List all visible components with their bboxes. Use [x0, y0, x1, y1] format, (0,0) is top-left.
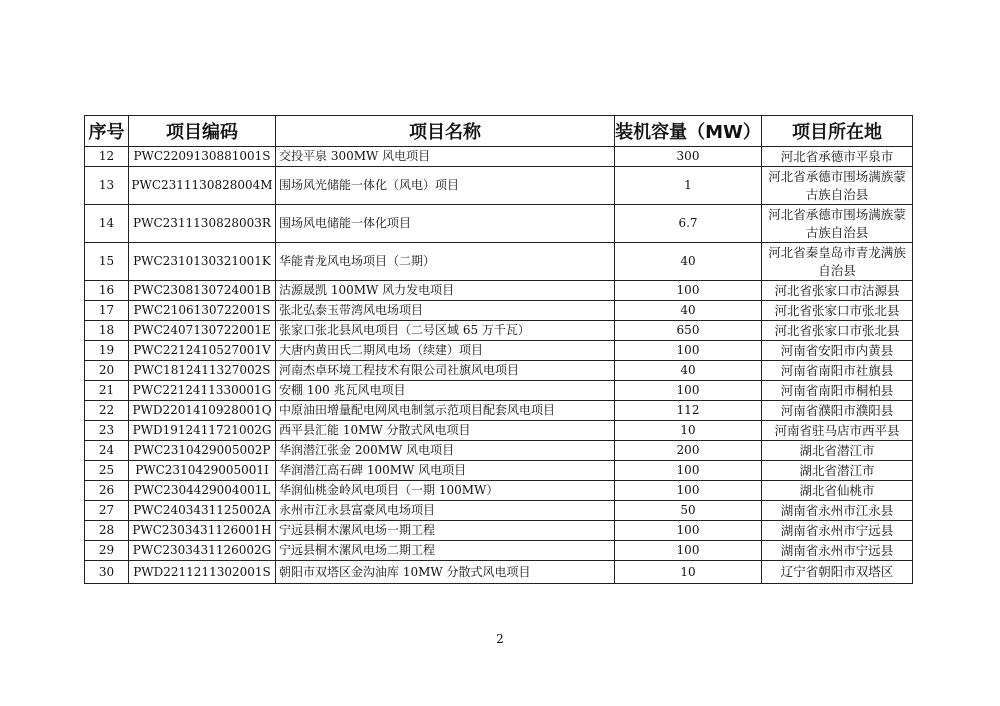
cell-number: 25	[85, 461, 129, 481]
cell-capacity: 40	[615, 243, 762, 281]
cell-number: 15	[85, 243, 129, 281]
cell-location: 河北省承德市围场满族蒙古族自治县	[762, 167, 913, 205]
cell-code: PWD2211211302001S	[129, 561, 276, 584]
cell-number: 29	[85, 541, 129, 561]
cell-name: 宁远县桐木漯风电场二期工程	[276, 541, 615, 561]
cell-number: 27	[85, 501, 129, 521]
cell-name: 河南杰卓环境工程技术有限公司社旗风电项目	[276, 361, 615, 381]
cell-capacity: 100	[615, 461, 762, 481]
cell-capacity: 100	[615, 541, 762, 561]
cell-number: 24	[85, 441, 129, 461]
page-number: 2	[496, 632, 504, 646]
cell-name: 朝阳市双塔区金沟油库 10MW 分散式风电项目	[276, 561, 615, 584]
cell-location: 河南省驻马店市西平县	[762, 421, 913, 441]
cell-number: 19	[85, 341, 129, 361]
cell-location: 河南省南阳市社旗县	[762, 361, 913, 381]
cell-code: PWC2304429004001L	[129, 481, 276, 501]
table-row	[85, 401, 913, 421]
cell-number: 26	[85, 481, 129, 501]
cell-name: 张北弘泰玉带湾风电场项目	[276, 301, 615, 321]
cell-number: 30	[85, 561, 129, 584]
cell-code: PWC2311130828003R	[129, 205, 276, 243]
cell-location: 河北省张家口市张北县	[762, 321, 913, 341]
header-number: 序号	[85, 116, 129, 147]
table-row	[85, 321, 913, 341]
cell-location: 河南省濮阳市濮阳县	[762, 401, 913, 421]
cell-name: 中原油田增量配电网风电制氢示范项目配套风电项目	[276, 401, 615, 421]
cell-location: 湖北省潜江市	[762, 441, 913, 461]
cell-location: 河北省秦皇岛市青龙满族自治县	[762, 243, 913, 281]
cell-number: 23	[85, 421, 129, 441]
table-row	[85, 341, 913, 361]
table-row	[85, 461, 913, 481]
cell-number: 20	[85, 361, 129, 381]
cell-name: 华润仙桃金岭风电项目（一期 100MW）	[276, 481, 615, 501]
cell-location: 河南省南阳市桐柏县	[762, 381, 913, 401]
table-row	[85, 205, 913, 243]
project-table	[84, 115, 913, 584]
cell-name: 围场风电储能一体化项目	[276, 205, 615, 243]
table-row	[85, 301, 913, 321]
cell-name: 交投平泉 300MW 风电项目	[276, 147, 615, 167]
cell-name: 安棚 100 兆瓦风电项目	[276, 381, 615, 401]
cell-name: 大唐内黄田氏二期风电场（续建）项目	[276, 341, 615, 361]
cell-code: PWC2212410527001V	[129, 341, 276, 361]
table-row	[85, 243, 913, 281]
cell-number: 18	[85, 321, 129, 341]
cell-location: 河北省承德市围场满族蒙古族自治县	[762, 205, 913, 243]
cell-name: 永州市江永县富豪风电场项目	[276, 501, 615, 521]
cell-capacity: 650	[615, 321, 762, 341]
cell-code: PWC2303431126002G	[129, 541, 276, 561]
header-location: 项目所在地	[762, 116, 913, 147]
cell-capacity: 100	[615, 481, 762, 501]
table-row	[85, 281, 913, 301]
cell-capacity: 100	[615, 381, 762, 401]
cell-code: PWD2201410928001Q	[129, 401, 276, 421]
table-row	[85, 521, 913, 541]
table-row	[85, 147, 913, 167]
cell-code: PWC2106130722001S	[129, 301, 276, 321]
cell-location: 湖南省永州市江永县	[762, 501, 913, 521]
cell-name: 围场风光储能一体化（风电）项目	[276, 167, 615, 205]
cell-capacity: 40	[615, 301, 762, 321]
cell-code: PWC2209130881001S	[129, 147, 276, 167]
cell-location: 湖南省永州市宁远县	[762, 521, 913, 541]
cell-location: 河北省承德市平泉市	[762, 147, 913, 167]
cell-capacity: 6.7	[615, 205, 762, 243]
cell-code: PWC2212411330001G	[129, 381, 276, 401]
cell-location: 河北省张家口市沽源县	[762, 281, 913, 301]
cell-code: PWC2308130724001B	[129, 281, 276, 301]
table-row	[85, 501, 913, 521]
cell-name: 华能青龙风电场项目（二期）	[276, 243, 615, 281]
table-row	[85, 561, 913, 584]
cell-number: 16	[85, 281, 129, 301]
cell-code: PWC2310130321001K	[129, 243, 276, 281]
table-row	[85, 541, 913, 561]
header-capacity: 装机容量（MW）	[615, 116, 762, 147]
cell-code: PWC2310429005001I	[129, 461, 276, 481]
table-row	[85, 167, 913, 205]
cell-capacity: 50	[615, 501, 762, 521]
cell-capacity: 10	[615, 421, 762, 441]
cell-capacity: 40	[615, 361, 762, 381]
cell-capacity: 300	[615, 147, 762, 167]
cell-name: 华润潜江张金 200MW 风电项目	[276, 441, 615, 461]
cell-number: 28	[85, 521, 129, 541]
cell-name: 西平县汇能 10MW 分散式风电项目	[276, 421, 615, 441]
cell-name: 宁远县桐木漯风电场一期工程	[276, 521, 615, 541]
cell-code: PWC2403431125002A	[129, 501, 276, 521]
cell-code: PWC2407130722001E	[129, 321, 276, 341]
cell-location: 湖北省仙桃市	[762, 481, 913, 501]
table-row	[85, 361, 913, 381]
cell-capacity: 100	[615, 521, 762, 541]
header-code: 项目编码	[129, 116, 276, 147]
table-header-row	[85, 116, 913, 147]
cell-name: 张家口张北县风电项目（二号区域 65 万千瓦）	[276, 321, 615, 341]
table-row	[85, 421, 913, 441]
cell-location: 湖南省永州市宁远县	[762, 541, 913, 561]
cell-capacity: 10	[615, 561, 762, 584]
cell-code: PWD1912411721002G	[129, 421, 276, 441]
cell-number: 21	[85, 381, 129, 401]
cell-capacity: 1	[615, 167, 762, 205]
table-row	[85, 441, 913, 461]
cell-code: PWC2303431126001H	[129, 521, 276, 541]
cell-capacity: 200	[615, 441, 762, 461]
header-name: 项目名称	[276, 116, 615, 147]
cell-capacity: 100	[615, 341, 762, 361]
cell-capacity: 112	[615, 401, 762, 421]
cell-code: PWC1812411327002S	[129, 361, 276, 381]
cell-location: 河北省张家口市张北县	[762, 301, 913, 321]
cell-location: 辽宁省朝阳市双塔区	[762, 561, 913, 584]
cell-location: 湖北省潜江市	[762, 461, 913, 481]
cell-number: 12	[85, 147, 129, 167]
cell-location: 河南省安阳市内黄县	[762, 341, 913, 361]
cell-name: 沽源晟凯 100MW 风力发电项目	[276, 281, 615, 301]
cell-number: 13	[85, 167, 129, 205]
cell-name: 华润潜江高石碑 100MW 风电项目	[276, 461, 615, 481]
cell-number: 17	[85, 301, 129, 321]
cell-code: PWC2311130828004M	[129, 167, 276, 205]
cell-code: PWC2310429005002P	[129, 441, 276, 461]
cell-number: 14	[85, 205, 129, 243]
cell-capacity: 100	[615, 281, 762, 301]
table-row	[85, 381, 913, 401]
cell-number: 22	[85, 401, 129, 421]
table-row	[85, 481, 913, 501]
